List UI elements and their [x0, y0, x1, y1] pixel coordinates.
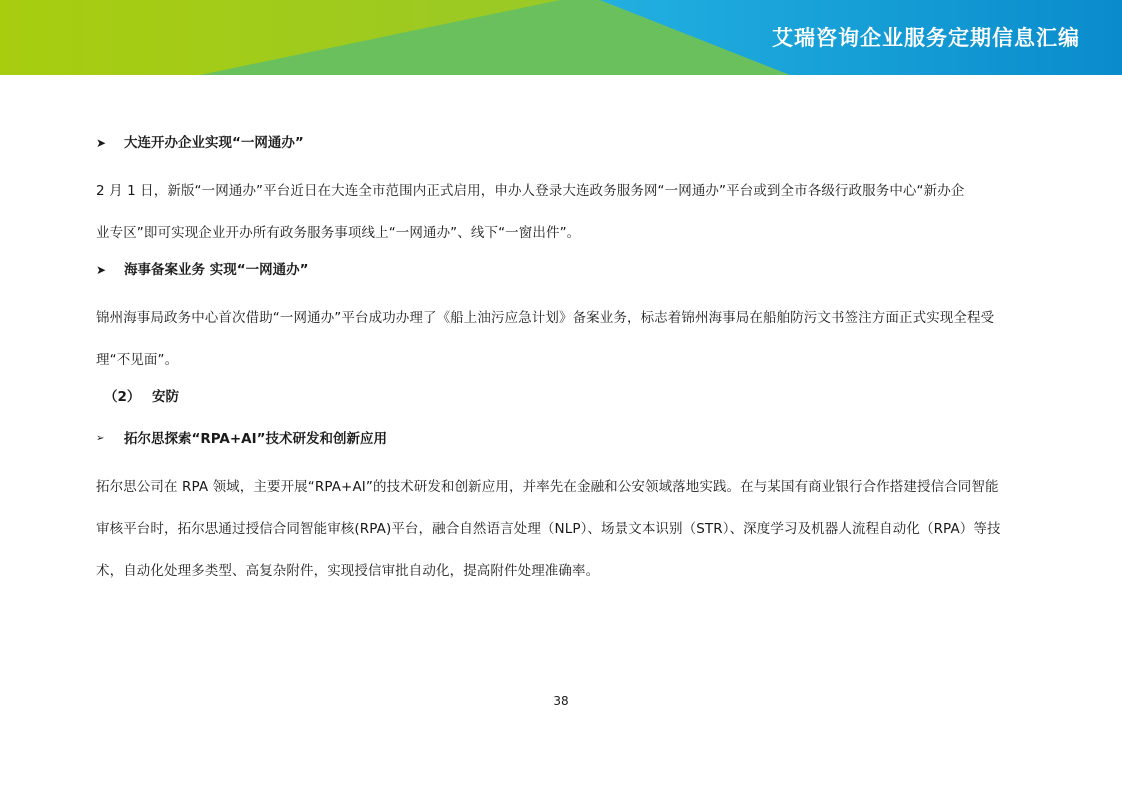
section-heading: ➤ 海事备案业务 实现“一网通办”: [96, 255, 1030, 285]
page-header-banner: [0, 0, 1122, 75]
header-title: 艾瑞咨询企业服务定期信息汇编: [772, 26, 1080, 50]
section-heading: ➤ 大连开办企业实现“一网通办”: [96, 128, 1030, 158]
document-body: [96, 128, 1030, 593]
arrow-bullet-icon: ➤: [96, 263, 107, 277]
subsection-heading: （2） 安防: [104, 389, 179, 405]
page-number: 38: [553, 694, 569, 708]
section-paragraph: 2 月 1 日，新版“一网通办”平台近日在大连全市范围内正式启用，申办人登录大连政务服务网“一网通办”平台或到全市各级行政服务中心“新办企 业专区”即可实现企业开办所有政务服务事项线上“一网通办”、线下“一窗出件”。: [96, 183, 965, 241]
arrow-bullet-icon: ➤: [96, 136, 107, 150]
arrow-bullet-icon: ➢: [96, 433, 105, 444]
section-paragraph: 拓尔思公司在 RPA 领域，主要开展“RPA+AI”的技术研发和创新应用，并率先在金融和公安领域落地实践。在与某国有商业银行合作搭建授信合同智能 审核平台时，拓尔思通过授信合同智能审核(RPA)平台，融合自然语言处理（NLP）、场景文本识别（STR）、深度学习及机器人流程自动化（RPA）等技 术，自动化处理多类型、高复杂附件，实现授信审批自动化，提高附件处理准确率。: [96, 479, 1001, 579]
section-paragraph: 锦州海事局政务中心首次借助“一网通办”平台成功办理了《船上油污应急计划》备案业务，标志着锦州海事局在船舶防污文书签注方面正式实现全程受 理“不见面”。: [96, 310, 995, 368]
section-heading: ➢ 拓尔思探索“RPA+AI”技术研发和创新应用: [96, 424, 1030, 454]
